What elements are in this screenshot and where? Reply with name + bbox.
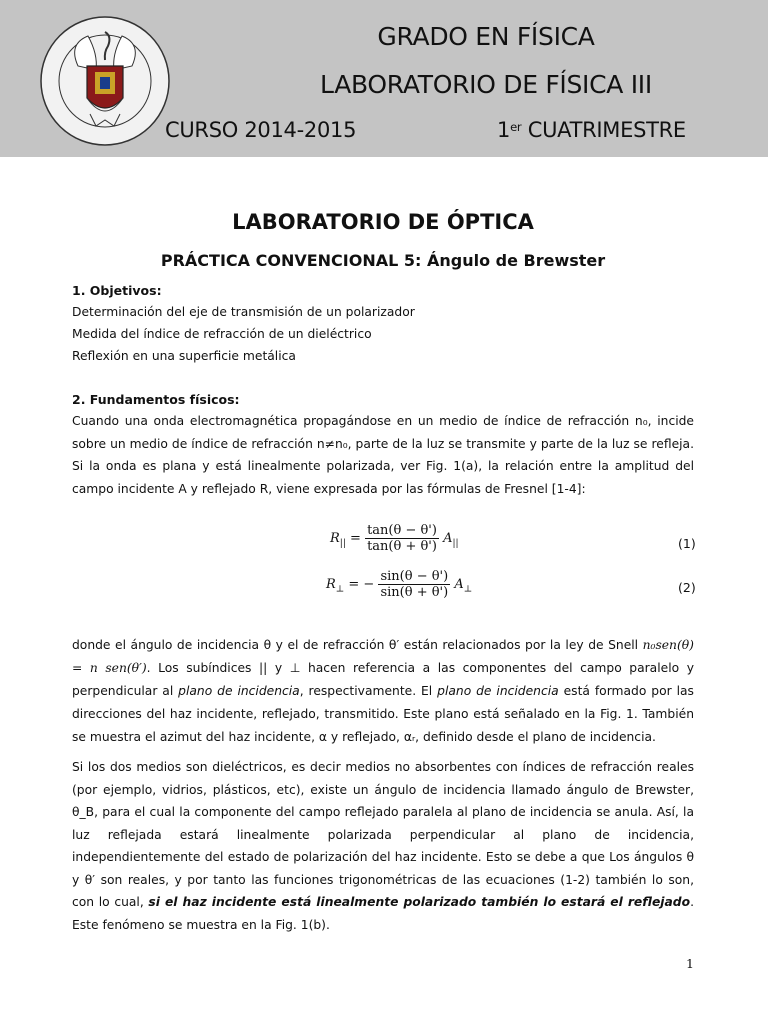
objective-item: Medida del índice de refracción de un dieléctrico	[72, 327, 372, 341]
header-term	[497, 118, 686, 142]
document-subtitle: PRÁCTICA CONVENCIONAL 5: Ángulo de Brewster	[160, 251, 606, 270]
university-seal-logo	[38, 14, 172, 148]
term-superscript: er	[510, 120, 522, 135]
header-lab: LABORATORIO DE FÍSICA III	[320, 70, 652, 99]
equation-1: $R_{||}$ = $\frac{\tan(\theta - \theta')}{\tan(\theta + \theta')}$ $A_{||}$	[330, 523, 459, 554]
paragraph-fresnel-intro: Cuando una onda electromagnética propagándose en un medio de índice de refracción n₀, incide sobre un medio de índice de refracción n≠n₀, parte de la luz se transmite y parte de la luz se refleja. Si la onda es plana y está linealmente polarizada, ver Fig. 1(a), la relación entre la amplitud del campo incidente A y reflejado R, viene expresada por las fórmulas de Fresnel [1-4]:	[72, 414, 694, 496]
document-title: LABORATORIO DE ÓPTICA	[232, 210, 534, 234]
paragraph-brewster: Si los dos medios son dieléctricos, es decir medios no absorbentes con índices de refracción reales (por ejemplo, vidrios, plásticos, etc), existe un ángulo de incidencia llamado ángulo de Brewster, θ_B, para el cual la componente del campo reflejado paralela al plano de incidencia se anula. Así, la luz reflejada estará linealmente polarizada perpendicular al plano de incidencia, independientemente del estado de polarización del haz incidente. Esto se debe a que Los ángulos θ y θ′ son reales, y por tanto las funciones trigonométricas de las ecuaciones (1-2) también lo son, con lo cual, si el haz incidente está linealmente polarizado también lo estará el reflejado. Este fenómeno se muestra en la Fig. 1(b).	[72, 760, 694, 932]
header-course: CURSO 2014-2015	[165, 118, 357, 142]
objectives-heading: 1. Objetivos:	[72, 283, 162, 298]
equation-2-number: (2)	[678, 580, 696, 595]
header-degree: GRADO EN FÍSICA	[377, 22, 595, 51]
term-label: CUATRIMESTRE	[527, 118, 686, 142]
paragraph-snell: donde el ángulo de incidencia θ y el de refracción θ′ están relacionados por la ley de Snell n₀sen(θ) = n sen(θ′). Los subíndices || y ⊥ hacen referencia a las componentes del campo paralelo y perpendicular al plano de incidencia, respectivamente. El plano de incidencia está formado por las direcciones del haz incidente, reflejado, transmitido. Este plano está señalado en la Fig. 1. También se muestra el azimut del haz incidente, α y reflejado, αᵣ, definido desde el plano de incidencia.	[72, 638, 694, 744]
page-number: 1	[686, 956, 694, 971]
equation-1-number: (1)	[678, 536, 696, 551]
term-number: 1	[497, 118, 511, 142]
objective-item: Determinación del eje de transmisión de un polarizador	[72, 305, 415, 319]
objective-item: Reflexión en una superficie metálica	[72, 349, 296, 363]
fundamentals-heading: 2. Fundamentos físicos:	[72, 392, 240, 407]
document-header	[0, 0, 768, 157]
equation-2: $R_\perp$ = − $\frac{\sin(\theta - \theta')}{\sin(\theta + \theta')}$ $A_\perp$	[326, 569, 473, 600]
